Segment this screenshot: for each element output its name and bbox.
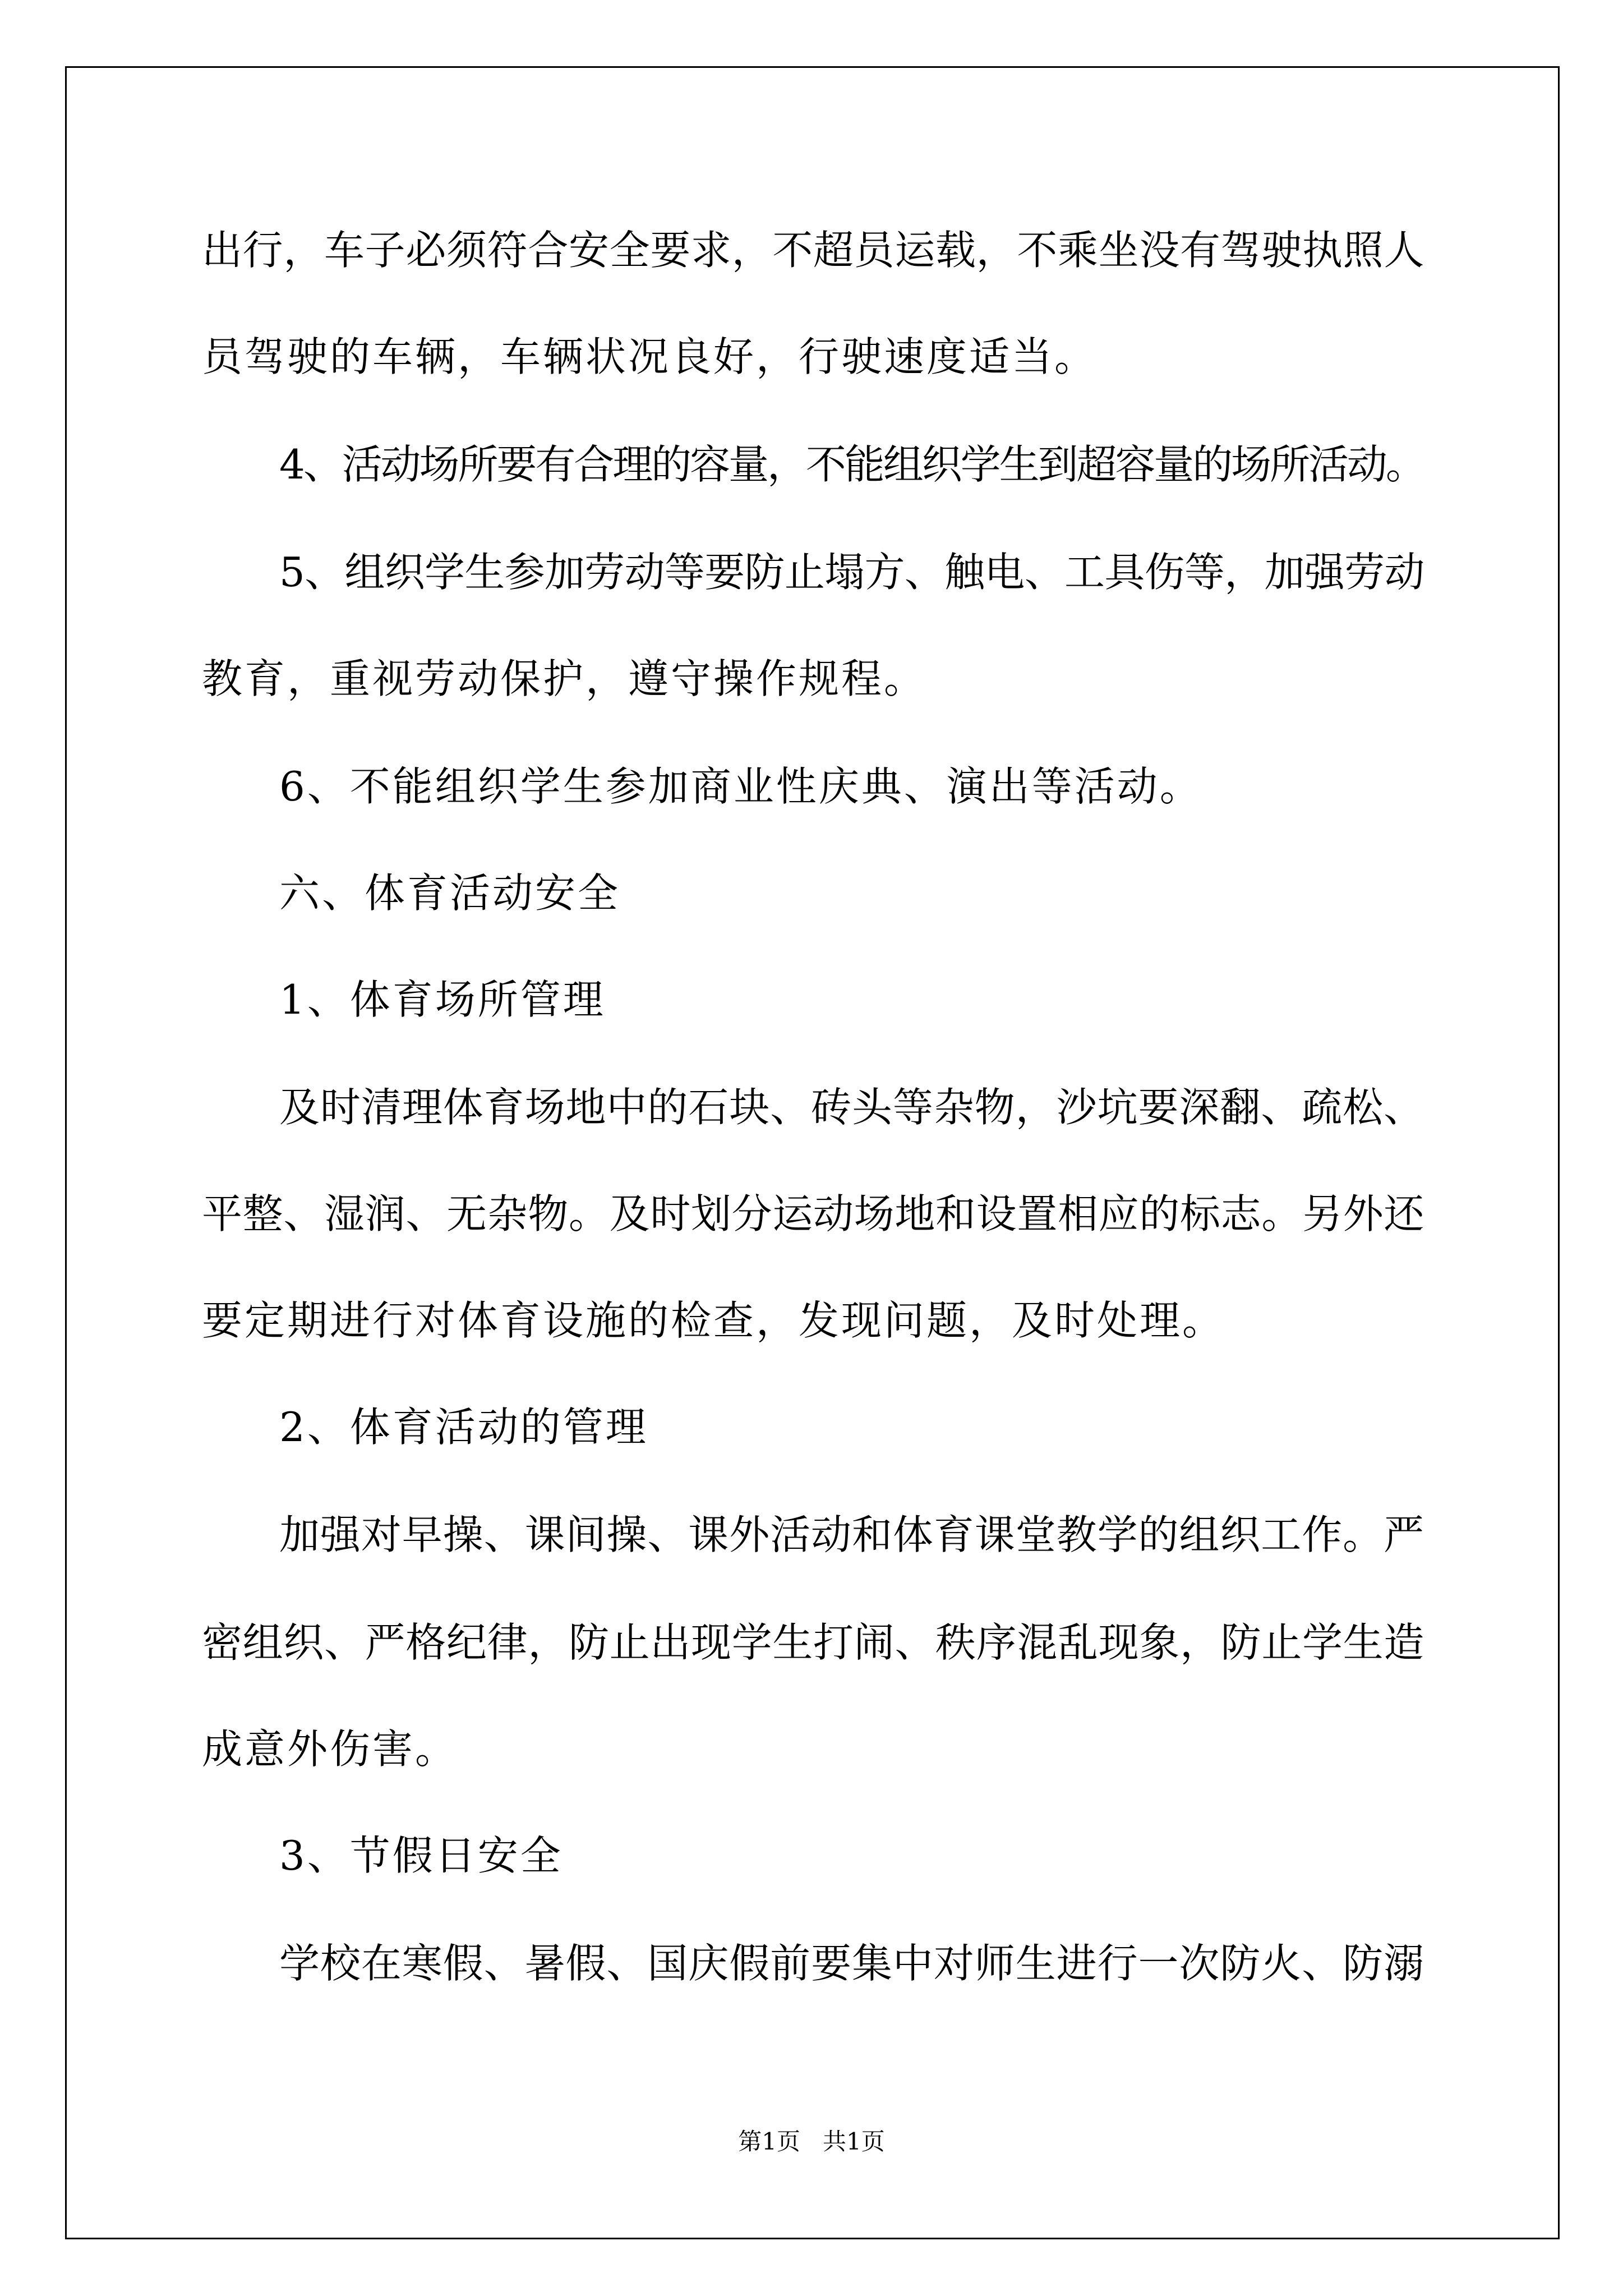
text-line: 平整、湿润、无杂物。及时划分运动场地和设置相应的标志。另外还 [202, 1190, 1425, 1237]
text-line: 密组织、严格纪律，防止出现学生打闹、秩序混乱现象，防止学生造 [202, 1619, 1425, 1666]
section-heading: 六、体育活动安全 [279, 869, 621, 917]
text-line: 5、组织学生参加劳动等要防止塌方、触电、工具伤等，加强劳动 [279, 549, 1424, 596]
text-line: 要定期进行对体育设施的检查，发现问题，及时处理。 [202, 1297, 1225, 1344]
text-line: 及时清理体育场地中的石块、砖头等杂物，沙坑要深翻、疏松、 [279, 1084, 1425, 1131]
text-line: 出行，车子必须符合安全要求，不超员运载，不乘坐没有驾驶执照人 [202, 227, 1425, 274]
page-number-footer: 第1页 共1页 [738, 2128, 885, 2155]
text-line: 员驾驶的车辆，车辆状况良好，行驶速度适当。 [202, 333, 1098, 380]
text-line: 教育，重视劳动保护，遵守操作规程。 [202, 655, 927, 702]
text-line: 加强对早操、课间操、课外活动和体育课堂教学的组织工作。严 [279, 1511, 1425, 1558]
text-line: 6、不能组织学生参加商业性庆典、演出等活动。 [279, 763, 1202, 810]
text-line: 成意外伤害。 [202, 1726, 458, 1773]
subsection-heading: 1、体育场所管理 [279, 976, 606, 1023]
text-line: 4、活动场所要有合理的容量，不能组织学生到超容量的场所活动。 [279, 441, 1424, 488]
subsection-heading: 2、体育活动的管理 [279, 1404, 648, 1451]
subsection-heading: 3、节假日安全 [279, 1832, 563, 1879]
page-border [65, 66, 1560, 2239]
text-line: 学校在寒假、暑假、国庆假前要集中对师生进行一次防火、防溺 [279, 1940, 1425, 1987]
